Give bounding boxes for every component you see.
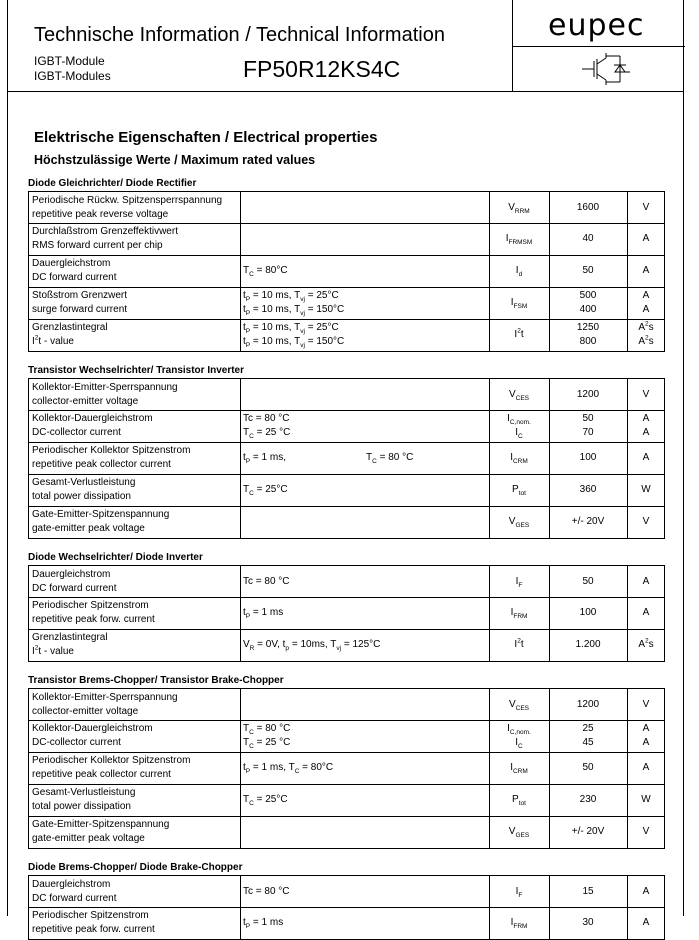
symbol-cell <box>489 474 550 506</box>
symbol-cell <box>489 629 550 661</box>
value-text: 800 <box>579 336 597 347</box>
value-text: 15 <box>582 886 594 897</box>
unit-cell <box>627 566 665 597</box>
description-text: collector-emitter voltage <box>32 396 139 407</box>
unit-text: V <box>642 826 650 837</box>
value-text: 100 <box>579 607 597 618</box>
table-row <box>28 506 665 539</box>
value-cell <box>549 752 628 784</box>
table-row <box>28 784 665 817</box>
table-row <box>28 410 665 443</box>
value-cell <box>549 566 628 597</box>
value-text: 230 <box>579 794 597 805</box>
unit-text: A <box>642 917 650 928</box>
symbol-cell <box>489 597 550 629</box>
description-cell <box>29 474 241 506</box>
symbol-text: $I_{FSM}$ <box>510 297 528 310</box>
eupec-logo: eupec <box>548 8 645 43</box>
description-text: Gesamt-Verlustleistung <box>32 787 136 798</box>
description-cell <box>29 876 241 907</box>
value-cell <box>549 287 628 319</box>
unit-cell <box>627 816 665 848</box>
condition-text: $T_C = 25^\circ C$ <box>243 484 288 497</box>
value-cell <box>549 223 628 255</box>
unit-text: A <box>642 452 650 463</box>
unit-cell <box>627 720 665 752</box>
symbol-text: $I_{FRM}$ <box>510 607 528 620</box>
unit-text: A <box>642 413 650 424</box>
description-cell <box>29 379 241 410</box>
description-cell <box>29 192 241 223</box>
unit-text: A <box>642 762 650 773</box>
condition-cell <box>240 784 490 816</box>
table-row <box>28 255 665 288</box>
description-text: RMS forward current per chip <box>32 240 163 251</box>
unit-text: A <box>642 886 650 897</box>
description-text: Periodischer Spitzenstrom <box>32 600 149 611</box>
description-text: repetitive peak collector current <box>32 769 171 780</box>
description-text: $I^2t$ - value <box>32 334 74 347</box>
description-text: Grenzlastintegral <box>32 322 108 333</box>
value-cell <box>549 192 628 223</box>
condition-text: $V_R = 0V$, $t_p = 10ms$, $T_{vj} = 125^\circ C$ <box>243 639 381 652</box>
value-text: +/- 20V <box>571 826 605 837</box>
description-cell <box>29 689 241 720</box>
condition-text: Tc = 80 °C <box>243 576 290 587</box>
value-cell <box>549 720 628 752</box>
symbol-cell <box>489 816 550 848</box>
description-cell <box>29 597 241 629</box>
symbol-cell <box>489 876 550 907</box>
symbol-text: $I_C$ <box>515 737 523 750</box>
unit-cell <box>627 287 665 319</box>
value-text: 50 <box>582 576 594 587</box>
unit-text: V <box>642 202 650 213</box>
unit-cell <box>627 597 665 629</box>
unit-text: A <box>642 427 650 438</box>
symbol-cell <box>489 784 550 816</box>
unit-text: $A^2s$ <box>638 334 654 347</box>
symbol-cell <box>489 720 550 752</box>
group-title: Transistor Brems-Chopper/ Transistor Brake-Chopper <box>28 675 284 686</box>
symbol-cell <box>489 410 550 442</box>
header-title: Technische Information / Technical Information <box>34 24 445 46</box>
condition-text: $t_P = 10$ ms, $T_{vj} = 25^\circ C$ <box>243 290 339 303</box>
section-subtitle: Höchstzulässige Werte / Maximum rated values <box>34 153 316 167</box>
value-text: 50 <box>582 413 594 424</box>
value-cell <box>549 907 628 939</box>
header-subtitle-en: IGBT-Modules <box>34 69 111 83</box>
value-text: 1200 <box>576 699 600 710</box>
symbol-cell <box>489 689 550 720</box>
table-row <box>28 816 665 849</box>
description-cell <box>29 629 241 661</box>
description-text: Dauergleichstrom <box>32 569 111 580</box>
symbol-text: $I_{C,nom.}$ <box>507 723 531 736</box>
table-row <box>28 629 665 662</box>
description-text: DC-collector current <box>32 427 121 438</box>
value-text: 500 <box>579 290 597 301</box>
description-text: Durchlaßstrom Grenzeffektivwert <box>32 226 178 237</box>
table-row <box>28 752 665 785</box>
description-text: Stoßstrom Grenzwert <box>32 290 128 301</box>
description-text: Gesamt-Verlustleistung <box>32 477 136 488</box>
value-text: 30 <box>582 917 594 928</box>
symbol-cell <box>489 907 550 939</box>
description-text: gate-emitter peak voltage <box>32 523 145 534</box>
value-cell <box>549 876 628 907</box>
unit-text: V <box>642 516 650 527</box>
condition-text: $t_P = 1$ ms, $T_C = 80^\circ C$ <box>243 762 334 775</box>
table-row <box>28 907 665 940</box>
group-title: Diode Wechselrichter/ Diode Inverter <box>28 552 203 563</box>
description-cell <box>29 223 241 255</box>
condition-cell <box>240 629 490 661</box>
condition-text: $T_C = 80^\circ C$ <box>243 265 288 278</box>
condition-text: $t_P = 1$ ms <box>243 607 284 620</box>
unit-text: A <box>642 723 650 734</box>
description-cell <box>29 287 241 319</box>
symbol-text: $P_{tot}$ <box>512 484 526 497</box>
description-text: gate-emitter peak voltage <box>32 833 145 844</box>
value-text: 40 <box>582 233 594 244</box>
description-text: surge forward current <box>32 304 128 315</box>
symbol-cell <box>489 255 550 287</box>
description-text: Dauergleichstrom <box>32 879 111 890</box>
description-text: DC forward current <box>32 583 117 594</box>
description-text: repetitive peak forw. current <box>32 924 155 935</box>
description-text: Periodischer Spitzenstrom <box>32 910 149 921</box>
table-row <box>28 378 665 411</box>
condition-cell <box>240 223 490 255</box>
symbol-text: $I_F$ <box>515 576 523 589</box>
symbol-cell <box>489 287 550 319</box>
group-title: Diode Brems-Chopper/ Diode Brake-Chopper <box>28 862 243 873</box>
symbol-text: $I_F$ <box>515 886 523 899</box>
symbol-text: $I_{CRM}$ <box>510 452 528 465</box>
description-text: DC-collector current <box>32 737 121 748</box>
symbol-text: $V_{CES}$ <box>508 389 530 402</box>
document-header <box>7 0 684 92</box>
unit-text: A <box>642 576 650 587</box>
description-text: Periodische Rückw. Spitzensperrspannung <box>32 195 223 206</box>
value-cell <box>549 474 628 506</box>
value-text: 1250 <box>576 322 600 333</box>
table-row <box>28 319 665 352</box>
condition-cell <box>240 410 490 442</box>
symbol-cell <box>489 379 550 410</box>
symbol-text: $P_{tot}$ <box>512 794 526 807</box>
value-text: 45 <box>582 737 594 748</box>
symbol-text: $I_{FRM}$ <box>510 917 528 930</box>
description-text: DC forward current <box>32 893 117 904</box>
unit-cell <box>627 442 665 474</box>
symbol-cell <box>489 319 550 351</box>
unit-text: $A^2s$ <box>638 637 654 650</box>
part-number: FP50R12KS4C <box>243 56 401 82</box>
unit-text: A <box>642 233 650 244</box>
unit-text: A <box>642 607 650 618</box>
description-text: Dauergleichstrom <box>32 258 111 269</box>
description-cell <box>29 442 241 474</box>
igbt-symbol-icon <box>580 52 632 86</box>
condition-cell <box>240 474 490 506</box>
value-text: 1.200 <box>575 639 601 650</box>
section-title: Elektrische Eigenschaften / Electrical properties <box>34 129 378 146</box>
description-text: repetitive peak forw. current <box>32 614 155 625</box>
condition-cell <box>240 192 490 223</box>
condition-cell <box>240 379 490 410</box>
unit-cell <box>627 192 665 223</box>
condition-text: Tc = 80 °C <box>243 886 290 897</box>
table-row <box>28 688 665 721</box>
symbol-text: $I_{FRMSM}$ <box>505 233 533 246</box>
description-text: repetitive peak collector current <box>32 459 171 470</box>
condition-cell <box>240 319 490 351</box>
value-text: 50 <box>582 762 594 773</box>
unit-cell <box>627 752 665 784</box>
table-row <box>28 474 665 507</box>
condition-cell <box>240 566 490 597</box>
symbol-text: $V_{RRM}$ <box>508 202 530 215</box>
symbol-text: $V_{GES}$ <box>508 516 530 529</box>
description-text: collector-emitter voltage <box>32 706 139 717</box>
unit-text: A <box>642 737 650 748</box>
condition-text: $T_C = 25$ °C <box>243 737 291 750</box>
description-text: Gate-Emitter-Spitzenspannung <box>32 819 170 830</box>
unit-cell <box>627 379 665 410</box>
value-cell <box>549 689 628 720</box>
value-text: 360 <box>579 484 597 495</box>
unit-cell <box>627 410 665 442</box>
unit-cell <box>627 784 665 816</box>
condition-cell <box>240 689 490 720</box>
group-title: Diode Gleichrichter/ Diode Rectifier <box>28 178 197 189</box>
symbol-text: $V_{CES}$ <box>508 699 530 712</box>
value-cell <box>549 319 628 351</box>
unit-text: V <box>642 699 650 710</box>
description-cell <box>29 907 241 939</box>
description-text: Periodischer Kollektor Spitzenstrom <box>32 755 191 766</box>
value-cell <box>549 629 628 661</box>
value-cell <box>549 379 628 410</box>
condition-text: $T_C = 25^\circ C$ <box>243 794 288 807</box>
unit-text: $A^2s$ <box>638 320 654 333</box>
symbol-cell <box>489 192 550 223</box>
unit-text: A <box>642 304 650 315</box>
condition-text: $T_C = 25$ °C <box>243 427 291 440</box>
unit-cell <box>627 255 665 287</box>
condition-text: $t_P = 10$ ms, $T_{vj} = 150^\circ C$ <box>243 304 345 317</box>
unit-cell <box>627 907 665 939</box>
unit-cell <box>627 876 665 907</box>
condition-cell <box>240 442 490 474</box>
condition-cell <box>240 720 490 752</box>
value-cell <box>549 255 628 287</box>
value-text: 25 <box>582 723 594 734</box>
header-subtitle-de: IGBT-Module <box>34 54 105 68</box>
unit-text: W <box>641 794 651 805</box>
description-text: Gate-Emitter-Spitzenspannung <box>32 509 170 520</box>
description-text: repetitive peak reverse voltage <box>32 209 169 220</box>
table-row <box>28 287 665 320</box>
description-cell <box>29 410 241 442</box>
condition-text: $T_C = 80$ °C <box>366 452 414 465</box>
value-text: 70 <box>582 427 594 438</box>
symbol-cell <box>489 566 550 597</box>
description-cell <box>29 720 241 752</box>
unit-text: A <box>642 290 650 301</box>
symbol-cell <box>489 223 550 255</box>
condition-cell <box>240 876 490 907</box>
symbol-text: $I^2t$ <box>514 637 524 650</box>
symbol-text: $V_{GES}$ <box>508 826 530 839</box>
unit-cell <box>627 223 665 255</box>
value-text: 1600 <box>576 202 600 213</box>
description-text: Grenzlastintegral <box>32 632 108 643</box>
unit-text: A <box>642 265 650 276</box>
condition-text: $t_P = 10$ ms, $T_{vj} = 25^\circ C$ <box>243 322 339 335</box>
condition-text: $T_C = 80$ °C <box>243 723 291 736</box>
symbol-text: $I_{C,nom.}$ <box>507 413 531 426</box>
table-row <box>28 875 665 908</box>
unit-cell <box>627 319 665 351</box>
description-cell <box>29 319 241 351</box>
value-cell <box>549 410 628 442</box>
description-text: total power dissipation <box>32 491 131 502</box>
description-cell <box>29 566 241 597</box>
value-cell <box>549 442 628 474</box>
table-row <box>28 191 665 224</box>
unit-text: V <box>642 389 650 400</box>
table-row <box>28 565 665 598</box>
value-cell <box>549 816 628 848</box>
description-cell <box>29 816 241 848</box>
table-row <box>28 223 665 256</box>
description-text: total power dissipation <box>32 801 131 812</box>
condition-text: $t_P = 1$ ms <box>243 917 284 930</box>
description-text: $I^2t$ - value <box>32 644 74 657</box>
table-row <box>28 442 665 475</box>
description-cell <box>29 255 241 287</box>
description-text: Kollektor-Emitter-Sperrspannung <box>32 692 178 703</box>
unit-cell <box>627 506 665 538</box>
group-title: Transistor Wechselrichter/ Transistor Inverter <box>28 365 245 376</box>
description-cell <box>29 752 241 784</box>
symbol-text: $I_C$ <box>515 427 523 440</box>
condition-cell <box>240 255 490 287</box>
symbol-text: $I_{CRM}$ <box>510 762 528 775</box>
description-cell <box>29 506 241 538</box>
symbol-cell <box>489 442 550 474</box>
condition-cell <box>240 907 490 939</box>
condition-text: Tc = 80 °C <box>243 413 290 424</box>
condition-cell <box>240 597 490 629</box>
table-row <box>28 597 665 630</box>
value-text: 50 <box>582 265 594 276</box>
value-cell <box>549 784 628 816</box>
unit-cell <box>627 629 665 661</box>
symbol-cell <box>489 752 550 784</box>
condition-text: $t_P = 10$ ms, $T_{vj} = 150^\circ C$ <box>243 336 345 349</box>
description-text: DC forward current <box>32 272 117 283</box>
description-text: Periodischer Kollektor Spitzenstrom <box>32 445 191 456</box>
condition-text: $t_P = 1$ ms, <box>243 452 286 465</box>
symbol-cell <box>489 506 550 538</box>
unit-text: W <box>641 484 651 495</box>
condition-cell <box>240 506 490 538</box>
description-text: Kollektor-Emitter-Sperrspannung <box>32 382 178 393</box>
value-text: 100 <box>579 452 597 463</box>
value-cell <box>549 506 628 538</box>
table-row <box>28 720 665 753</box>
condition-cell <box>240 816 490 848</box>
unit-cell <box>627 689 665 720</box>
description-cell <box>29 784 241 816</box>
value-text: 400 <box>579 304 597 315</box>
symbol-text: $I_d$ <box>515 265 523 278</box>
unit-cell <box>627 474 665 506</box>
description-text: Kollektor-Dauergleichstrom <box>32 413 153 424</box>
value-text: +/- 20V <box>571 516 605 527</box>
value-text: 1200 <box>576 389 600 400</box>
value-cell <box>549 597 628 629</box>
header-divider-horizontal <box>512 46 685 47</box>
description-text: Kollektor-Dauergleichstrom <box>32 723 153 734</box>
condition-cell <box>240 287 490 319</box>
symbol-text: $I^2t$ <box>514 327 524 340</box>
condition-cell <box>240 752 490 784</box>
